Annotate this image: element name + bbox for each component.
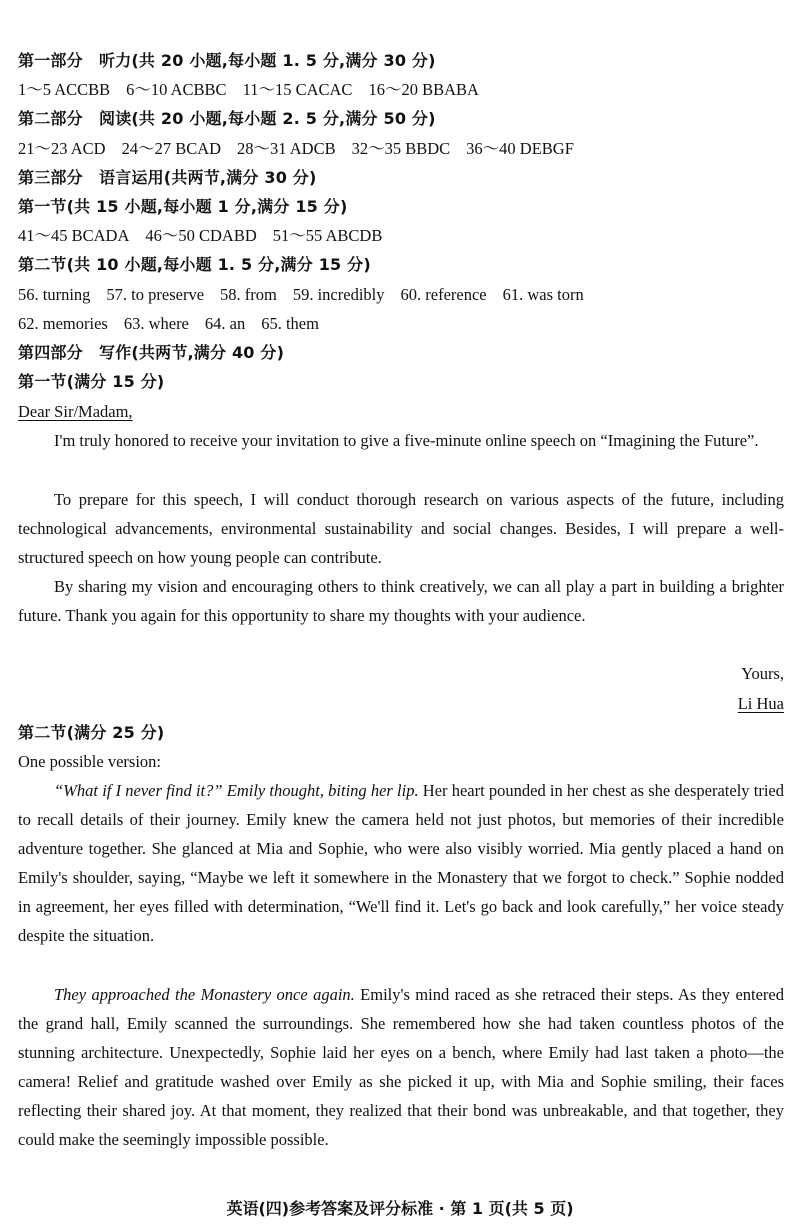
story-second-opening: They approached the Monastery once again. bbox=[54, 985, 355, 1004]
part4-heading: 第四部分 写作(共两节,满分 40 分) bbox=[18, 343, 285, 362]
part1-answers bbox=[18, 75, 784, 104]
part3-section2-heading: 第二节(共 10 小题,每小题 1. 5 分,满分 15 分) bbox=[18, 255, 371, 274]
part3-section1-answers bbox=[18, 221, 784, 250]
version-intro: One possible version: bbox=[18, 752, 161, 771]
part4-section1-heading: 第一节(满分 15 分) bbox=[18, 372, 165, 391]
salutation-text: Dear Sir/Madam, bbox=[18, 402, 133, 421]
answer-group: 51～55 ABCDB bbox=[272, 226, 383, 245]
answer-group: 11～15 CACAC bbox=[242, 80, 353, 99]
part4-section2-heading: 第二节(满分 25 分) bbox=[18, 723, 165, 742]
signature-text: Li Hua bbox=[737, 694, 784, 713]
answer-group: 28～31 ADCB bbox=[237, 139, 336, 158]
letter-paragraph-2: To prepare for this speech, I will conduct thorough research on various aspects of the future, including technological advancements, environmental sustainability and social changes. Besides, I will prepare a well-structured speech on how young people can contribute. bbox=[18, 490, 784, 568]
part1-heading: 第一部分 听力(共 20 小题,每小题 1. 5 分,满分 30 分) bbox=[18, 51, 436, 70]
answer-group: 1～5 ACCBB bbox=[18, 80, 111, 99]
answer-item: 61. was torn bbox=[502, 285, 584, 304]
part3-section1-heading: 第一节(共 15 小题,每小题 1 分,满分 15 分) bbox=[18, 197, 348, 216]
story-paragraph-2-body: Emily's mind raced as she retraced their steps. As they entered the grand hall, Emily scanned the surroundings. She remembered how she had taken countless photos of the stunning architecture. Unexpectedly, Sophie laid her eyes on a bench, where Emily had last taken a photo—the camera! Relief and gratitude washed over Emily as she picked it up, with Mia and Sophie smiling, their faces reflecting their shared joy. At that moment, they realized that their bond was unbreakable, and that together, they could make the seemingly impossible possible. bbox=[18, 985, 784, 1150]
answer-item: 58. from bbox=[220, 285, 277, 304]
part3-heading: 第三部分 语言运用(共两节,满分 30 分) bbox=[18, 168, 317, 187]
answer-item: 60. reference bbox=[400, 285, 487, 304]
letter-salutation bbox=[18, 397, 784, 426]
answer-item: 63. where bbox=[123, 314, 189, 333]
answer-group: 36～40 DEBGF bbox=[466, 139, 574, 158]
answer-item: 59. incredibly bbox=[292, 285, 385, 304]
page-footer: 英语(四)参考答案及评分标准 · 第 1 页(共 5 页) bbox=[226, 1199, 574, 1218]
answer-group: 32～35 BBDC bbox=[351, 139, 451, 158]
part3-section2-answers-row1 bbox=[18, 280, 784, 309]
answer-group: 24～27 BCAD bbox=[121, 139, 222, 158]
answer-item: 57. to preserve bbox=[106, 285, 205, 304]
story-paragraph-2 bbox=[18, 980, 784, 1155]
answer-group: 21～23 ACD bbox=[18, 139, 106, 158]
part2-answers bbox=[18, 134, 784, 163]
letter-signature bbox=[18, 689, 784, 718]
story-paragraph-1 bbox=[18, 776, 784, 951]
answer-item: 64. an bbox=[204, 314, 246, 333]
story-opening-sentence: “What if I never find it?” Emily thought, biting her lip. bbox=[54, 781, 419, 800]
letter-closing: Yours, bbox=[741, 664, 784, 683]
part3-section2-answers-row2 bbox=[18, 309, 784, 338]
answer-group: 16～20 BBABA bbox=[368, 80, 479, 99]
answer-item: 65. them bbox=[261, 314, 319, 333]
story-paragraph-1-body: Her heart pounded in her chest as she desperately tried to recall details of their journey. Emily knew the camera held not just photos, but memories of their incredible adventure together. She glanced at Mia and Sophie, who were also visibly worried. Mia gently placed a hand on Emily's shoulder, saying, “Maybe we left it somewhere in the Monastery that we forgot to check.” Sophie nodded in agreement, her eyes filled with determination, “We'll find it. Let's go back and look carefully,” her voice steady despite the situation. bbox=[18, 781, 784, 946]
part2-heading: 第二部分 阅读(共 20 小题,每小题 2. 5 分,满分 50 分) bbox=[18, 109, 436, 128]
letter-paragraph-1: I'm truly honored to receive your invitation to give a five-minute online speech on “Imagining the Future”. bbox=[54, 431, 759, 450]
answer-item: 62. memories bbox=[18, 314, 108, 333]
answer-group: 46～50 CDABD bbox=[145, 226, 257, 245]
answer-group: 6～10 ACBBC bbox=[126, 80, 227, 99]
answer-group: 41～45 BCADA bbox=[18, 226, 130, 245]
answer-item: 56. turning bbox=[18, 285, 91, 304]
letter-paragraph-3: By sharing my vision and encouraging others to think creatively, we can all play a part in building a brighter future. Thank you again for this opportunity to share my thoughts with your audience. bbox=[18, 577, 784, 626]
